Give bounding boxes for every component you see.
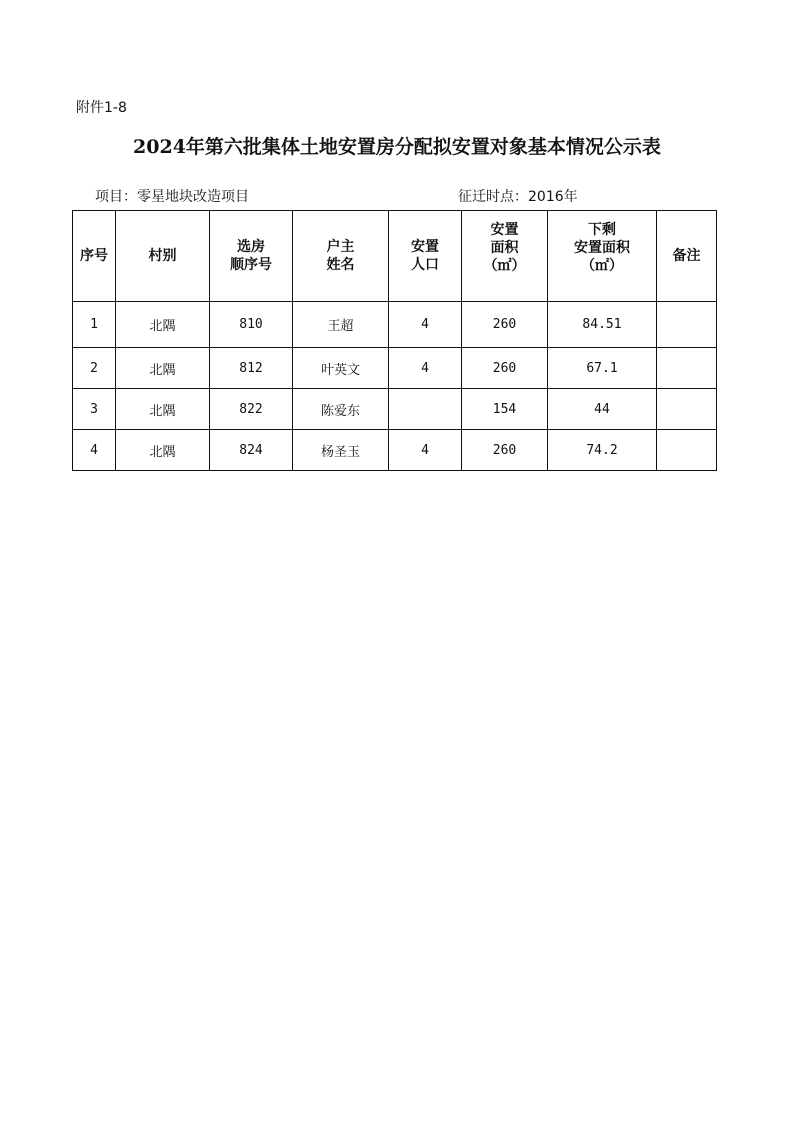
cell-selection-order: 810 (210, 302, 293, 348)
cell-selection-order: 822 (210, 389, 293, 430)
cell-household-head: 杨圣玉 (293, 430, 389, 471)
table-header-row (73, 211, 717, 302)
cell-resettlement-area: 260 (462, 302, 548, 348)
table-row (73, 348, 717, 389)
cell-village: 北隅 (116, 348, 210, 389)
cell-household-head: 叶英文 (293, 348, 389, 389)
attachment-label: 附件1-8 (76, 100, 127, 116)
cell-resettled-population (389, 389, 462, 430)
relocation-time: 征迁时点：2016年 (458, 189, 578, 205)
cell-index: 1 (73, 302, 116, 348)
header-resettled-population: 安置 人口 (389, 211, 462, 302)
header-household-head: 户主 姓名 (293, 211, 389, 302)
project-name: 项目：零星地块改造项目 (95, 189, 249, 205)
cell-village: 北隅 (116, 302, 210, 348)
cell-remarks (657, 348, 717, 389)
header-remaining-area: 下剩 安置面积 （㎡） (548, 211, 657, 302)
cell-remaining-area: 74.2 (548, 430, 657, 471)
page-title: 2024年第六批集体土地安置房分配拟安置对象基本情况公示表 (133, 136, 661, 158)
cell-remaining-area: 84.51 (548, 302, 657, 348)
header-selection-order: 选房 顺序号 (210, 211, 293, 302)
cell-resettlement-area: 260 (462, 430, 548, 471)
cell-index: 4 (73, 430, 116, 471)
header-village: 村别 (116, 211, 210, 302)
cell-index: 3 (73, 389, 116, 430)
cell-remaining-area: 67.1 (548, 348, 657, 389)
cell-household-head: 王超 (293, 302, 389, 348)
cell-village: 北隅 (116, 389, 210, 430)
header-index: 序号 (73, 211, 116, 302)
cell-index: 2 (73, 348, 116, 389)
cell-resettled-population: 4 (389, 430, 462, 471)
cell-remarks (657, 430, 717, 471)
cell-remaining-area: 44 (548, 389, 657, 430)
cell-resettled-population: 4 (389, 302, 462, 348)
table-row (73, 389, 717, 430)
cell-household-head: 陈爱东 (293, 389, 389, 430)
cell-resettled-population: 4 (389, 348, 462, 389)
resettlement-table (72, 210, 717, 471)
cell-selection-order: 824 (210, 430, 293, 471)
table-row (73, 302, 717, 348)
cell-resettlement-area: 154 (462, 389, 548, 430)
table-row (73, 430, 717, 471)
cell-village: 北隅 (116, 430, 210, 471)
cell-remarks (657, 389, 717, 430)
cell-selection-order: 812 (210, 348, 293, 389)
cell-resettlement-area: 260 (462, 348, 548, 389)
cell-remarks (657, 302, 717, 348)
header-remarks: 备注 (657, 211, 717, 302)
header-resettlement-area: 安置 面积 （㎡） (462, 211, 548, 302)
